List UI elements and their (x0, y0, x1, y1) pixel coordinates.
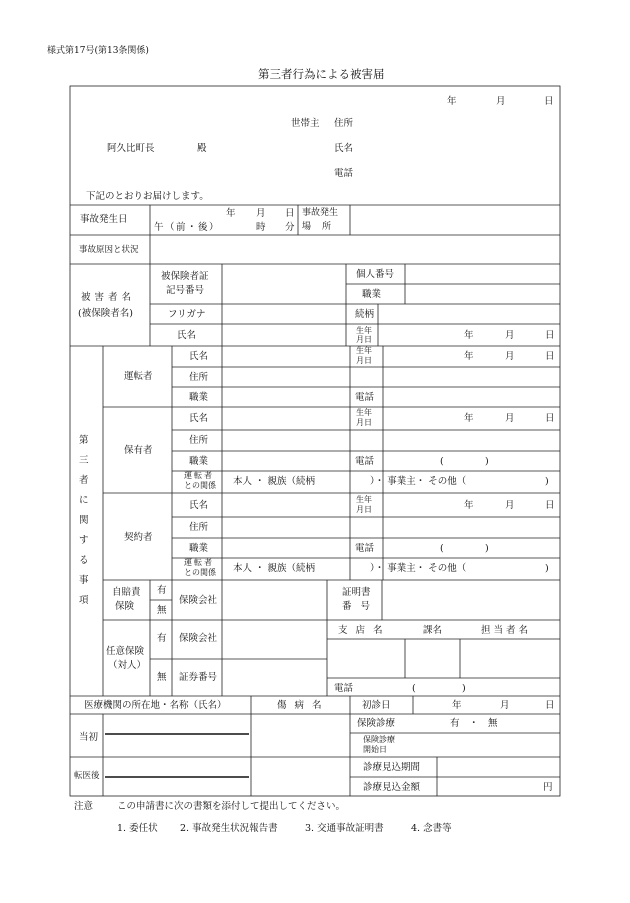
header-phone-label: 電話 (334, 168, 354, 179)
contractor-relation-options-2: ）・ 事業主・ その他（ (370, 563, 467, 574)
victim-dob-year: 年 (464, 330, 474, 341)
driver-dob-day: 日 (545, 351, 555, 362)
contractor-relation-paren-close: ) (545, 563, 549, 574)
accident-year-label: 年 (226, 208, 236, 219)
owner-relation-paren-close: ) (545, 476, 549, 487)
owner-occupation-label: 職業 (189, 456, 209, 467)
person-in-charge-label: 担当者名 (481, 625, 532, 636)
tp-section-char: 者 (79, 475, 89, 486)
first-visit-month: 月 (500, 700, 510, 711)
statement: 下記のとおりお届けします。 (86, 191, 209, 202)
owner-rel-label-2: との関係 (184, 481, 216, 490)
owner-relation-options-2: ）・ 事業主・ その他（ (370, 476, 467, 487)
driver-dob-label-1: 生年 (356, 346, 372, 355)
driver-phone-label: 電話 (355, 392, 375, 403)
treatment-start-label-2: 開始日 (363, 745, 387, 754)
branch-label: 支店名 (338, 625, 391, 636)
insurance-treatment-options: 有 ・ 無 (450, 718, 498, 729)
contractor-dob-day: 日 (545, 500, 555, 511)
tp-section-char: る (79, 555, 89, 566)
contractor-phone-label: 電話 (355, 543, 375, 554)
victim-section-label: 被害者名 (81, 292, 136, 303)
driver-name-label: 氏名 (189, 351, 209, 362)
notes-item: 3. 交通事故証明書 (305, 823, 384, 834)
owner-phone-paren-open: ( (440, 456, 444, 467)
owner-address-label: 住所 (189, 435, 209, 446)
contractor-name-label: 氏名 (189, 500, 209, 511)
tp-section-char: 項 (79, 595, 89, 606)
victim-dob-label-1: 生年 (356, 326, 372, 335)
expected-amount-label: 診療見込金額 (363, 782, 421, 793)
voluntary-insurer-label: 保険会社 (179, 633, 218, 644)
accident-hour-label: 時 (256, 222, 266, 233)
header-address-label: 住所 (334, 118, 354, 129)
victim-dob-month: 月 (505, 330, 515, 341)
insured-no-label-2: 記号番号 (166, 285, 205, 296)
certificate-label-1: 証明書 (342, 587, 371, 598)
contractor-dob-label-1: 生年 (356, 495, 372, 504)
driver-address-label: 住所 (189, 372, 209, 383)
tp-section-char: す (79, 535, 89, 546)
tp-section-char: 第 (79, 435, 89, 446)
contractor-phone-paren-close: ) (485, 543, 489, 554)
transfer-label: 転医後 (74, 771, 100, 781)
first-visit-year: 年 (452, 700, 462, 711)
owner-dob-day: 日 (545, 413, 555, 424)
voluntary-label-1: 任意保険 (106, 646, 145, 657)
personal-number-label: 個人番号 (356, 269, 395, 280)
victim-dob-day: 日 (545, 330, 555, 341)
accident-minute-label: 分 (285, 222, 295, 233)
owner-dob-year: 年 (464, 413, 474, 424)
notes-instruction: この申請書に次の書類を添付して提出してください。 (117, 801, 346, 812)
furigana-label: フリガナ (168, 309, 206, 320)
insurer-phone-paren-open: ( (412, 683, 416, 694)
initial-label: 当初 (79, 732, 99, 743)
medical-institution-label: 医療機関の所在地・名称（氏名） (84, 700, 227, 711)
section-label: 課名 (423, 625, 443, 636)
header-name-label: 氏名 (334, 143, 354, 154)
victim-occupation-label: 職業 (362, 289, 382, 300)
insurance-treatment-label: 保険診療 (357, 718, 396, 729)
notes-label: 注意 (74, 801, 94, 812)
contractor-dob-year: 年 (464, 500, 474, 511)
contractor-rel-label-1: 運転者 (184, 558, 214, 567)
addressee: 阿久比町長 (107, 143, 155, 154)
contractor-phone-paren-open: ( (440, 543, 444, 554)
owner-dob-label-1: 生年 (356, 408, 372, 417)
driver-occupation-label: 職業 (189, 392, 209, 403)
owner-phone-label: 電話 (355, 456, 375, 467)
contractor-dob-label-2: 月日 (356, 505, 372, 514)
compulsory-no: 無 (157, 605, 167, 616)
driver-dob-label-2: 月日 (356, 356, 372, 365)
first-visit-label: 初診日 (362, 700, 391, 711)
owner-phone-paren-close: ) (485, 456, 489, 467)
owner-label: 保有者 (124, 445, 153, 456)
insurer-phone-paren-close: ) (462, 683, 466, 694)
accident-place-label-2: 場所 (302, 222, 343, 232)
accident-month-label: 月 (256, 208, 266, 219)
compulsory-label-1: 自賠責 (112, 587, 141, 598)
tp-section-char: 関 (79, 515, 89, 526)
notes-item: 4. 念書等 (411, 823, 452, 834)
notes-item: 2. 事故発生状況報告書 (180, 823, 278, 834)
header-month-label: 月 (496, 96, 506, 107)
contractor-label: 契約者 (124, 532, 153, 543)
accident-cause-label: 事故原因と状況 (79, 245, 139, 255)
driver-dob-year: 年 (464, 351, 474, 362)
notes-item: 1. 委任状 (117, 823, 158, 834)
first-visit-day: 日 (545, 700, 555, 711)
contractor-occupation-label: 職業 (189, 543, 209, 554)
owner-dob-label-2: 月日 (356, 418, 372, 427)
compulsory-label-2: 保険 (115, 601, 135, 612)
tp-section-char: に (79, 495, 89, 506)
relation-label: 続柄 (355, 309, 375, 320)
owner-rel-label-1: 運転者 (184, 471, 214, 480)
accident-ampm-label: 午（前・後） (154, 222, 221, 233)
accident-day-label: 日 (285, 208, 295, 219)
header-year-label: 年 (447, 96, 457, 107)
driver-dob-month: 月 (505, 351, 515, 362)
compulsory-yes: 有 (157, 585, 167, 596)
owner-dob-month: 月 (505, 413, 515, 424)
yen-label: 円 (543, 782, 553, 793)
treatment-start-label-1: 保険診療 (363, 735, 395, 744)
household-head-label: 世帯主 (291, 118, 320, 129)
insurer-phone-label: 電話 (334, 683, 354, 694)
victim-dob-label-2: 月日 (356, 335, 372, 344)
policy-number-label: 証券番号 (179, 672, 218, 683)
header-day-label: 日 (544, 96, 554, 107)
tp-section-char: 事 (79, 575, 89, 586)
page-title: 第三者行為による被害届 (258, 67, 385, 81)
owner-name-label: 氏名 (189, 413, 209, 424)
injury-label: 傷病名 (277, 700, 330, 711)
accident-place-label-1: 事故発生 (302, 208, 339, 218)
compulsory-insurer-label: 保険会社 (179, 595, 218, 606)
voluntary-label-2: （対人） (108, 660, 147, 671)
honorific: 殿 (197, 143, 207, 154)
certificate-label-2: 番号 (342, 601, 380, 612)
owner-relation-options: 本人 ・ 親族（続柄 (233, 476, 316, 487)
driver-label: 運転者 (124, 371, 153, 382)
contractor-relation-options: 本人 ・ 親族（続柄 (233, 563, 316, 574)
contractor-rel-label-2: との関係 (184, 568, 216, 577)
contractor-dob-month: 月 (505, 500, 515, 511)
contractor-address-label: 住所 (189, 522, 209, 533)
voluntary-yes: 有 (157, 633, 167, 644)
insured-no-label-1: 被保険者証 (161, 271, 209, 282)
accident-date-label: 事故発生日 (80, 214, 128, 225)
tp-section-char: 三 (79, 455, 89, 466)
voluntary-no: 無 (157, 672, 167, 683)
victim-section-sub: (被保険者名) (78, 308, 133, 319)
expected-period-label: 診療見込期間 (363, 762, 421, 773)
form-number: 様式第17号(第13条関係) (47, 46, 149, 56)
victim-name-label: 氏名 (177, 330, 197, 341)
